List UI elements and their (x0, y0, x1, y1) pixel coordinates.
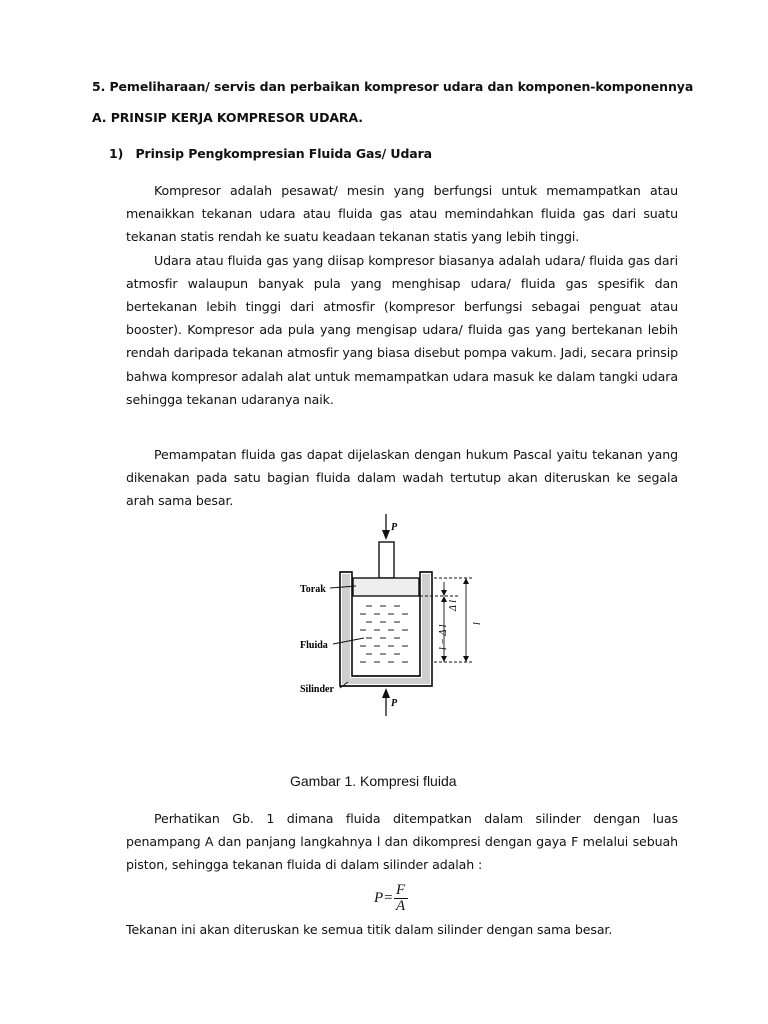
section-title: 5. Pemeliharaan/ servis dan perbaikan kompresor udara dan komponen-komponennya (92, 79, 694, 94)
label-p-bottom: P (391, 698, 398, 709)
body-text-block-2 (126, 443, 678, 513)
force-arrow-top (382, 514, 390, 540)
formula-fraction (394, 883, 408, 914)
caption-text: Kompresi fluida (360, 773, 457, 789)
label-torak: Torak (300, 584, 326, 595)
label-l: l (472, 622, 483, 625)
label-silinder: Silinder (300, 684, 334, 695)
item-title: Prinsip Pengkompresian Fluida Gas/ Udara (135, 146, 433, 161)
label-l-minus-delta-l: l − Δ l (438, 624, 449, 650)
item-heading (109, 146, 432, 161)
formula-equals: = (384, 889, 393, 906)
label-fluida: Fluida (300, 640, 328, 651)
subsection-title: A. PRINSIP KERJA KOMPRESOR UDARA. (92, 110, 363, 125)
piston-rod (379, 542, 394, 578)
paragraph-4: Perhatikan Gb. 1 dimana fluida ditempatkan dalam silinder dengan luas penampang A dan panjang langkahnya l dan dikompresi dengan gaya F melalui sebuah piston, sehingga tekanan fluida di dalam silinder adalah : (126, 811, 678, 873)
formula-numerator: F (396, 881, 406, 898)
pressure-formula (374, 880, 408, 916)
body-text-block-1 (126, 179, 678, 411)
body-text-block-4 (126, 918, 678, 941)
formula-denominator: A (396, 897, 406, 914)
paragraph-5: Tekanan ini akan diteruskan ke semua titik dalam silinder dengan sama besar. (126, 922, 613, 937)
caption-prefix: Gambar 1. (290, 773, 357, 789)
force-arrow-bottom (382, 688, 390, 716)
fluid-region (360, 606, 408, 662)
piston-head (353, 578, 419, 596)
label-delta-l: Δ l (448, 600, 459, 611)
figure-caption (290, 773, 457, 789)
figure-compression-diagram (300, 510, 495, 720)
paragraph-2: Udara atau fluida gas yang diisap kompresor biasanya adalah udara/ fluida gas dari atmosfir walaupun banyak pula yang menghisap udara/ fluida gas spesifik dan bertekanan lebih tinggi dari atmosfir (kompresor berfungsi sebagai penguat atau booster). Kompresor ada pula yang mengisap udara/ fluida gas yang bertekanan lebih rendah daripada tekanan atmosfir yang biasa disebut pompa vakum. Jadi, secara prinsip bahwa kompresor adalah alat untuk memampatkan udara masuk ke dalam tangki udara sehingga tekanan udaranya naik. (126, 252, 678, 407)
paragraph-3: Pemampatan fluida gas dapat dijelaskan dengan hukum Pascal yaitu tekanan yang dikenakan pada satu bagian fluida dalam wadah tertutup akan diteruskan ke segala arah sama besar. (126, 447, 678, 509)
item-number: 1) (109, 146, 124, 161)
label-p-top: P (391, 522, 398, 533)
body-text-block-3 (126, 807, 678, 877)
paragraph-1: Kompresor adalah pesawat/ mesin yang berfungsi untuk memampatkan atau menaikkan tekanan udara atau fluida gas atau memindahkan fluida gas dari suatu tekanan statis rendah ke suatu keadaan tekanan statis yang lebih tinggi. (126, 183, 678, 245)
formula-lhs: P (374, 889, 384, 906)
